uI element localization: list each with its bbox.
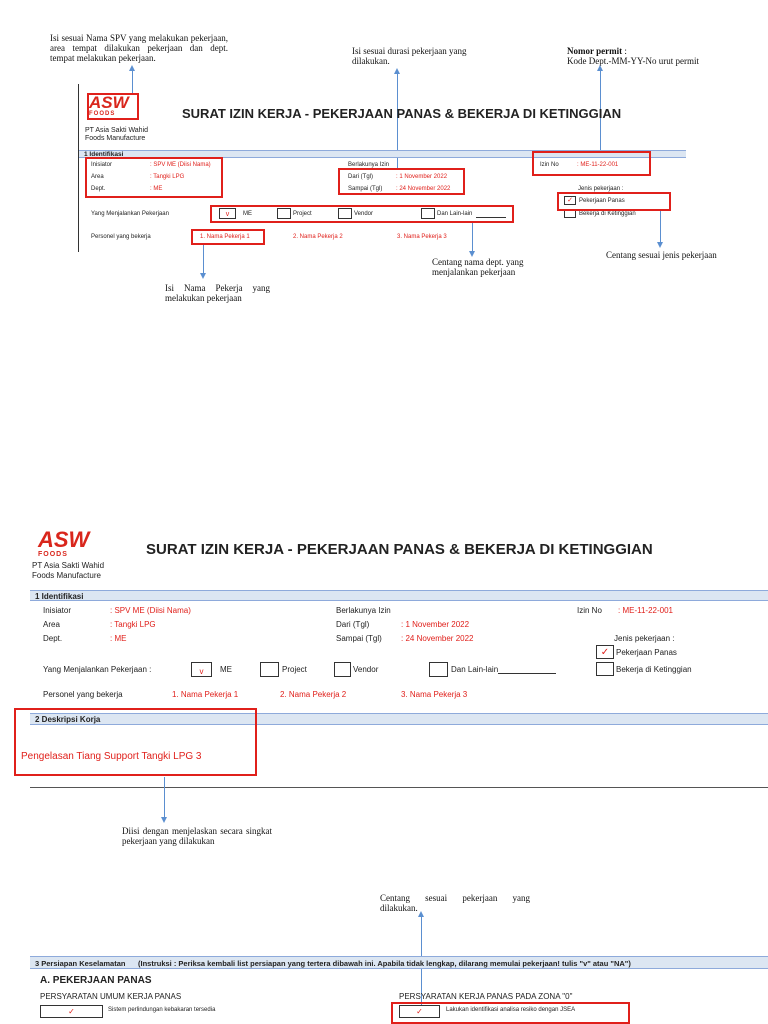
yang-label: Yang Menjalankan Pekerjaan : bbox=[43, 665, 152, 674]
form-title: SURAT IZIN KERJA - PEKERJAAN PANAS & BEKERJA DI KETINGGIAN bbox=[146, 541, 653, 558]
highlight-dept bbox=[210, 205, 514, 223]
section3-instruction: (Instruksi : Periksa kembali list persiapan yang tertera dibawah ini. Apabila tidak lengkap, dilarang memulai pekerjaan! tulis "v" atau "NA") bbox=[137, 959, 631, 968]
izin-value: : ME-11-22-001 bbox=[618, 606, 673, 615]
opt-vendor: Vendor bbox=[353, 665, 379, 674]
small-dept-label: Dept. bbox=[91, 186, 106, 192]
highlight-pekerja bbox=[191, 229, 265, 245]
note-durasi: Isi sesuai durasi pekerjaan yang dilakukan. bbox=[352, 46, 467, 66]
logo-text: ASW bbox=[38, 527, 90, 552]
highlight-izin-no bbox=[532, 151, 651, 176]
note-persiapan: Centang sesuai pekerjaan yang dilakukan. bbox=[380, 893, 530, 913]
jenis-panas-checkbox[interactable]: ✓ bbox=[596, 645, 614, 659]
logo-sub: FOODS bbox=[38, 551, 68, 558]
note-jenis: Centang sesuai jenis pekerjaan bbox=[606, 250, 717, 260]
jenis-panas-label: Pekerjaan Panas bbox=[616, 648, 677, 657]
umum-title: PERSYARATAN UMUM KERJA PANAS bbox=[40, 992, 182, 1001]
section3-bar bbox=[30, 956, 768, 969]
dept-lain-checkbox[interactable] bbox=[429, 662, 448, 677]
section3-title: 3 Persiapan Keselamatan bbox=[35, 959, 126, 968]
umum-item1-label: Sistem perlindungan kebakaran tersedia bbox=[108, 1007, 216, 1013]
note-nomor-permit bbox=[567, 46, 737, 66]
pekerja3: 3. Nama Pekerja 3 bbox=[401, 690, 468, 699]
highlight-logo bbox=[87, 93, 139, 120]
small-form-title: SURAT IZIN KERJA - PEKERJAAN PANAS & BEKERJA DI KETINGGIAN bbox=[182, 106, 622, 121]
opt-lain: Dan Lain-lain bbox=[451, 665, 499, 674]
small-jenis-label: Jenis pekerjaan : bbox=[578, 186, 624, 192]
small-pekerja3: 3. Nama Pekerja 3 bbox=[397, 234, 447, 240]
small-dari-label: Dari (Tgl) bbox=[348, 174, 373, 180]
arrow-down-dept bbox=[472, 223, 473, 252]
small-izin-label: Izin No bbox=[540, 162, 559, 168]
small-dari-value: : 1 November 2022 bbox=[396, 174, 448, 180]
company-line1: PT Asia Sakti Wahid bbox=[32, 561, 105, 570]
small-company-line1: PT Asia Sakti Wahid bbox=[85, 127, 149, 134]
note-deskripsi: Diisi dengan menjelaskan secara singkat pekerjaan yang dilakukan bbox=[122, 826, 272, 846]
lain-underline bbox=[498, 673, 556, 674]
small-inisiator-label: Inisiator bbox=[91, 162, 113, 168]
note-dept: Centang nama dept. yang menjalankan pekerjaan bbox=[432, 257, 524, 277]
small-inisiator-value: : SPV ME (Diisi Nama) bbox=[150, 162, 211, 168]
highlight-zona-item1 bbox=[391, 1002, 630, 1024]
sampai-value: : 24 November 2022 bbox=[401, 634, 474, 643]
note-pekerja: Isi Nama Pekerja yang melakukan pekerjaan bbox=[165, 283, 270, 303]
dept-me-checkbox[interactable]: v bbox=[191, 662, 212, 677]
personel-label: Personel yang bekerja bbox=[43, 690, 123, 699]
highlight-inisiator bbox=[85, 157, 223, 198]
highlight-jenis-pekerjaan bbox=[557, 192, 671, 211]
small-pekerja2: 2. Nama Pekerja 2 bbox=[293, 234, 343, 240]
jenis-tinggi-label: Bekerja di Ketinggian bbox=[616, 665, 692, 674]
small-personel-label: Personel yang bekerja bbox=[91, 234, 151, 240]
pekerjaan-panas-title: A. PEKERJAAN PANAS bbox=[40, 975, 152, 986]
deskripsi-bottom-line bbox=[30, 787, 768, 788]
small-sampai-label: Sampai (Tgl) bbox=[348, 186, 383, 192]
izin-label: Izin No bbox=[577, 606, 602, 615]
berlaku-label: Berlakunya Izin bbox=[336, 606, 391, 615]
small-izin-value: : ME-11-22-001 bbox=[577, 162, 619, 168]
small-company-line2: Foods Manufacture bbox=[85, 135, 146, 142]
zona-item1-label: Lakukan identifikasi analisa resiko dengan JSEA bbox=[446, 1007, 576, 1013]
inisiator-value: : SPV ME (Diisi Nama) bbox=[110, 606, 191, 615]
jenis-tinggi-checkbox[interactable] bbox=[596, 662, 614, 676]
small-jenis-panas-label: Pekerjaan Panas bbox=[579, 198, 625, 204]
zona-title: PERSYARATAN KERJA PANAS PADA ZONA "0" bbox=[399, 992, 573, 1001]
small-dept-me-checkbox[interactable]: v bbox=[219, 208, 236, 219]
small-logo-text: ASW bbox=[89, 93, 129, 112]
sampai-label: Sampai (Tgl) bbox=[336, 634, 382, 643]
small-jenis-tinggi-label: Bekerja di Ketinggian bbox=[579, 211, 636, 217]
highlight-tanggal bbox=[338, 168, 465, 195]
small-sampai-value: : 24 November 2022 bbox=[396, 186, 451, 192]
note-nomor-desc: Kode Dept.-MM-YY-No urut permit bbox=[567, 56, 699, 66]
area-value: : Tangki LPG bbox=[110, 620, 156, 629]
dept-vendor-checkbox[interactable] bbox=[334, 662, 351, 677]
pekerja2: 2. Nama Pekerja 2 bbox=[280, 690, 347, 699]
section2-bar: 2 Deskripsi Korja bbox=[30, 713, 768, 725]
small-pekerja1: 1. Nama Pekerja 1 bbox=[200, 234, 250, 240]
dari-label: Dari (Tgl) bbox=[336, 620, 370, 629]
small-berlaku-label: Berlakunya Izin bbox=[348, 162, 390, 168]
small-opt-vendor: Vendor bbox=[354, 211, 374, 217]
note-spv: Isi sesuai Nama SPV yang melakukan pekerjaan, area tempat dilakukan pekerjaan dan dept. tempat melakukan pekerjaan. bbox=[50, 33, 228, 63]
jenis-label: Jenis pekerjaan : bbox=[614, 634, 675, 643]
dept-value: : ME bbox=[110, 634, 127, 643]
small-company-name bbox=[85, 127, 148, 143]
opt-project: Project bbox=[282, 665, 307, 674]
small-opt-lain: Dan Lain-lain bbox=[437, 211, 473, 217]
arrow-down-jenis bbox=[660, 211, 661, 243]
pekerja1: 1. Nama Pekerja 1 bbox=[172, 690, 239, 699]
arrow-down-deskripsi bbox=[164, 777, 165, 818]
note-nomor-colon: : bbox=[622, 46, 627, 56]
dari-value: : 1 November 2022 bbox=[401, 620, 470, 629]
logo bbox=[38, 527, 89, 558]
zona-item1-checkbox[interactable]: ✓ bbox=[399, 1005, 440, 1018]
note-nomor-title: Nomor permit bbox=[567, 46, 623, 56]
umum-item1-checkbox[interactable]: ✓ bbox=[40, 1005, 103, 1018]
company-line2: Foods Manufacture bbox=[32, 571, 101, 580]
dept-label: Dept. bbox=[43, 634, 63, 643]
small-opt-me: ME bbox=[243, 211, 252, 217]
arrow-down-pekerja bbox=[203, 245, 204, 274]
dept-project-checkbox[interactable] bbox=[260, 662, 279, 677]
section1-bar: 1 Identifikasi bbox=[30, 590, 768, 601]
opt-me: ME bbox=[220, 665, 232, 674]
small-yang-label: Yang Menjalankan Pekerjaan bbox=[91, 211, 169, 217]
inisiator-label: Inisiator bbox=[43, 606, 72, 615]
small-jenis-panas-checkbox[interactable]: ✓ bbox=[564, 196, 576, 205]
small-section1-bar: 1 Identifikasi bbox=[79, 150, 686, 158]
small-opt-project: Project bbox=[293, 211, 312, 217]
small-logo-sub: FOODS bbox=[89, 111, 116, 117]
company-name bbox=[32, 561, 104, 581]
deskripsi-value[interactable]: Pengelasan Tiang Support Tangki LPG 3 bbox=[21, 751, 202, 762]
small-dept-value: : ME bbox=[150, 186, 163, 192]
small-area-value: : Tangki LPG bbox=[150, 174, 185, 180]
area-label: Area bbox=[43, 620, 60, 629]
small-area-label: Area bbox=[91, 174, 104, 180]
highlight-deskripsi bbox=[14, 708, 257, 776]
